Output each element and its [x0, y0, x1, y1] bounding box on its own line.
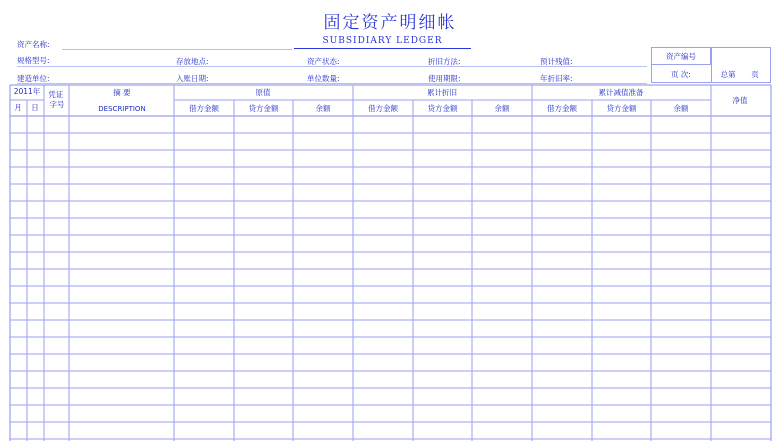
balance-subheader: 余额: [315, 104, 331, 113]
debit-subheader: 借方金额: [547, 104, 577, 113]
credit-subheader: 贷方金额: [427, 104, 458, 113]
est-residual-label: 预计残值:: [540, 57, 573, 66]
month-header: 月: [14, 103, 22, 112]
asset-no-label: 资产编号: [666, 52, 696, 61]
sub-headers: [189, 103, 689, 113]
voucher-header-line1: 凭证: [48, 90, 64, 99]
unit-qty-label: 单位数量:: [307, 74, 340, 83]
accum-depr-header: 累计折旧: [427, 88, 457, 97]
balance-subheader: 余额: [673, 104, 689, 113]
page-suffix: 页: [751, 70, 759, 79]
year-header: 2011年: [13, 87, 41, 96]
ledger-title: 固定资产明细帐: [323, 13, 457, 33]
balance-subheader: 余额: [494, 104, 510, 113]
asset-name-label: 资产名称:: [17, 40, 50, 49]
impairment-header: 累计减值准备: [598, 88, 644, 97]
ledger-subtitle: SUBSIDIARY LEDGER: [322, 36, 443, 46]
spec-model-label: 规格型号:: [17, 56, 50, 65]
total-label: 总第: [720, 70, 736, 79]
build-unit-label: 建造单位:: [17, 74, 50, 83]
summary-header: 摘 要: [113, 88, 131, 97]
voucher-header: [48, 89, 65, 109]
debit-subheader: 借方金额: [368, 104, 398, 113]
credit-subheader: 贷方金额: [606, 104, 637, 113]
entry-date-label: 入账日期:: [176, 74, 209, 83]
debit-subheader: 借方金额: [189, 104, 219, 113]
net-value-header: 净值: [732, 96, 748, 105]
voucher-header-line2: 字号: [49, 100, 65, 109]
original-value-header: 原值: [255, 88, 271, 97]
annual-rate-label: 年折旧率:: [540, 74, 573, 83]
useful-life-label: 使用期限:: [428, 74, 461, 83]
page-label: 页 次:: [671, 70, 691, 79]
location-label: 存放地点:: [176, 57, 209, 66]
asset-status-label: 资产状态:: [307, 57, 340, 66]
table-grid: [10, 85, 771, 441]
description-header: DESCRIPTION: [98, 105, 146, 113]
depr-method-label: 折旧方法:: [428, 57, 461, 66]
credit-subheader: 贷方金额: [248, 104, 279, 113]
day-header: 日: [31, 103, 39, 112]
